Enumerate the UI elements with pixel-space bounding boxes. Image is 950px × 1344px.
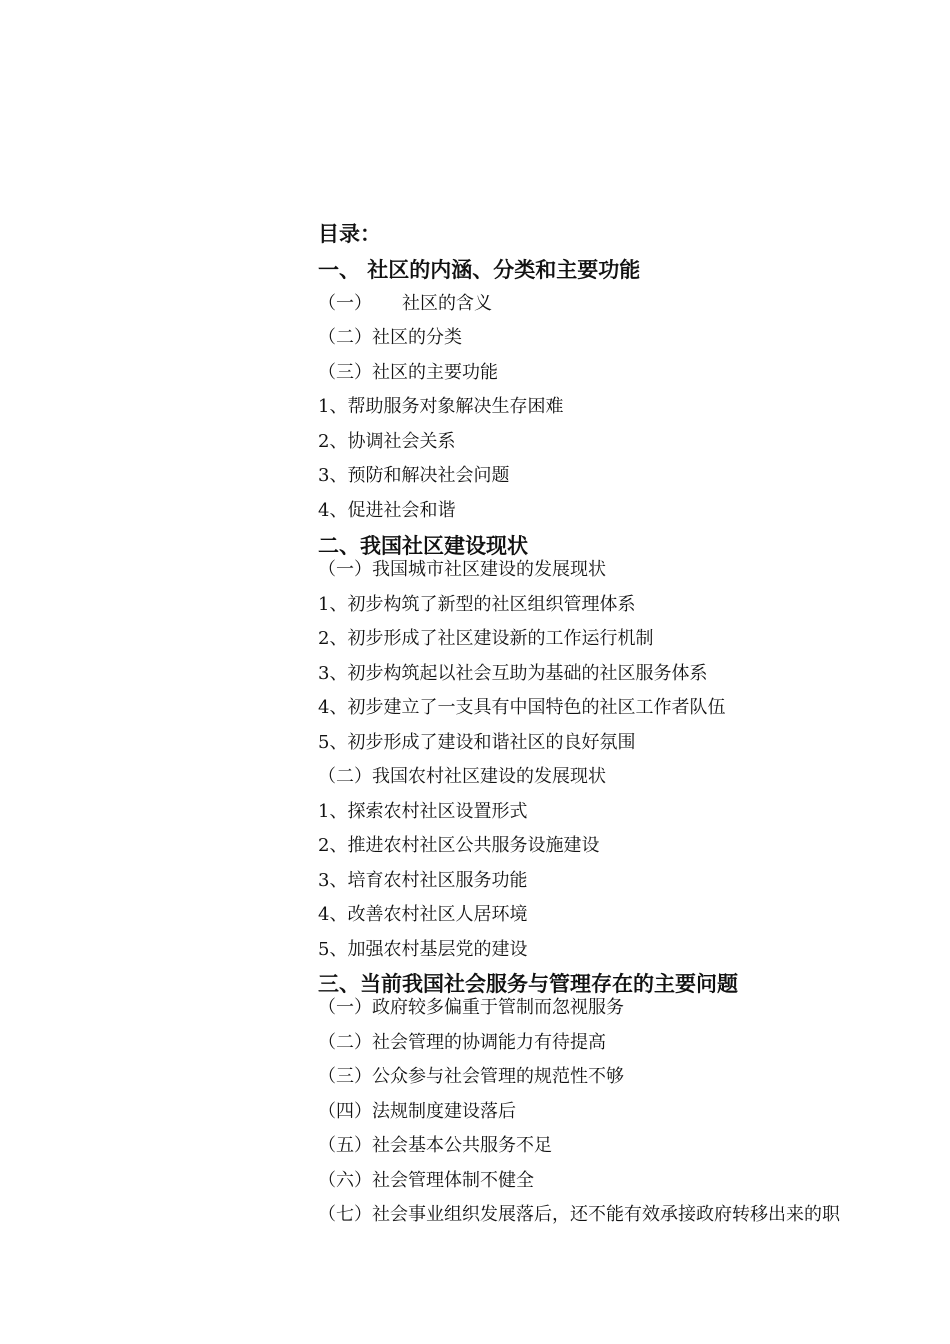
toc-item-number: （一） [318, 293, 372, 314]
toc-item: 1、初步构筑了新型的社区组织管理体系 [318, 594, 636, 615]
toc-item: 4、改善农村社区人居环境 [318, 904, 528, 925]
toc-item: （六）社会管理体制不健全 [318, 1170, 534, 1191]
toc-item: （三）公众参与社会管理的规范性不够 [318, 1066, 624, 1087]
toc-heading-3: 三、当前我国社会服务与管理存在的主要问题 [318, 972, 738, 996]
toc-item: 2、初步形成了社区建设新的工作运行机制 [318, 628, 654, 649]
toc-item: 1、探索农村社区设置形式 [318, 801, 528, 822]
toc-item: （二）我国农村社区建设的发展现状 [318, 766, 606, 787]
toc-item: 4、初步建立了一支具有中国特色的社区工作者队伍 [318, 697, 726, 718]
toc-item: （一）我国城市社区建设的发展现状 [318, 559, 606, 580]
toc-item: 3、预防和解决社会问题 [318, 465, 510, 486]
toc-item: （二）社会管理的协调能力有待提高 [318, 1032, 606, 1053]
toc-heading-2: 二、我国社区建设现状 [318, 534, 528, 558]
toc-title: 目录： [318, 222, 381, 246]
toc-item: 3、初步构筑起以社会互助为基础的社区服务体系 [318, 663, 708, 684]
toc-item: 5、初步形成了建设和谐社区的良好氛围 [318, 732, 636, 753]
toc-item: 1、帮助服务对象解决生存困难 [318, 396, 564, 417]
toc-item: 5、加强农村基层党的建设 [318, 939, 528, 960]
toc-item: 2、协调社会关系 [318, 431, 456, 452]
toc-item: 3、培育农村社区服务功能 [318, 870, 528, 891]
toc-item: （一）政府较多偏重于管制而忽视服务 [318, 997, 624, 1018]
toc-item [318, 292, 492, 316]
toc-item: （七）社会事业组织发展落后，还不能有效承接政府转移出来的职 [318, 1204, 840, 1225]
toc-item: （四）法规制度建设落后 [318, 1101, 516, 1122]
toc-item: （三）社区的主要功能 [318, 362, 498, 383]
toc-item: （二）社区的分类 [318, 327, 462, 348]
toc-heading-1: 一、 社区的内涵、分类和主要功能 [318, 258, 641, 282]
toc-item: （五）社会基本公共服务不足 [318, 1135, 552, 1156]
toc-item: 4、促进社会和谐 [318, 500, 456, 521]
toc-item-label: 社区的含义 [402, 293, 492, 314]
toc-item: 2、推进农村社区公共服务设施建设 [318, 835, 600, 856]
